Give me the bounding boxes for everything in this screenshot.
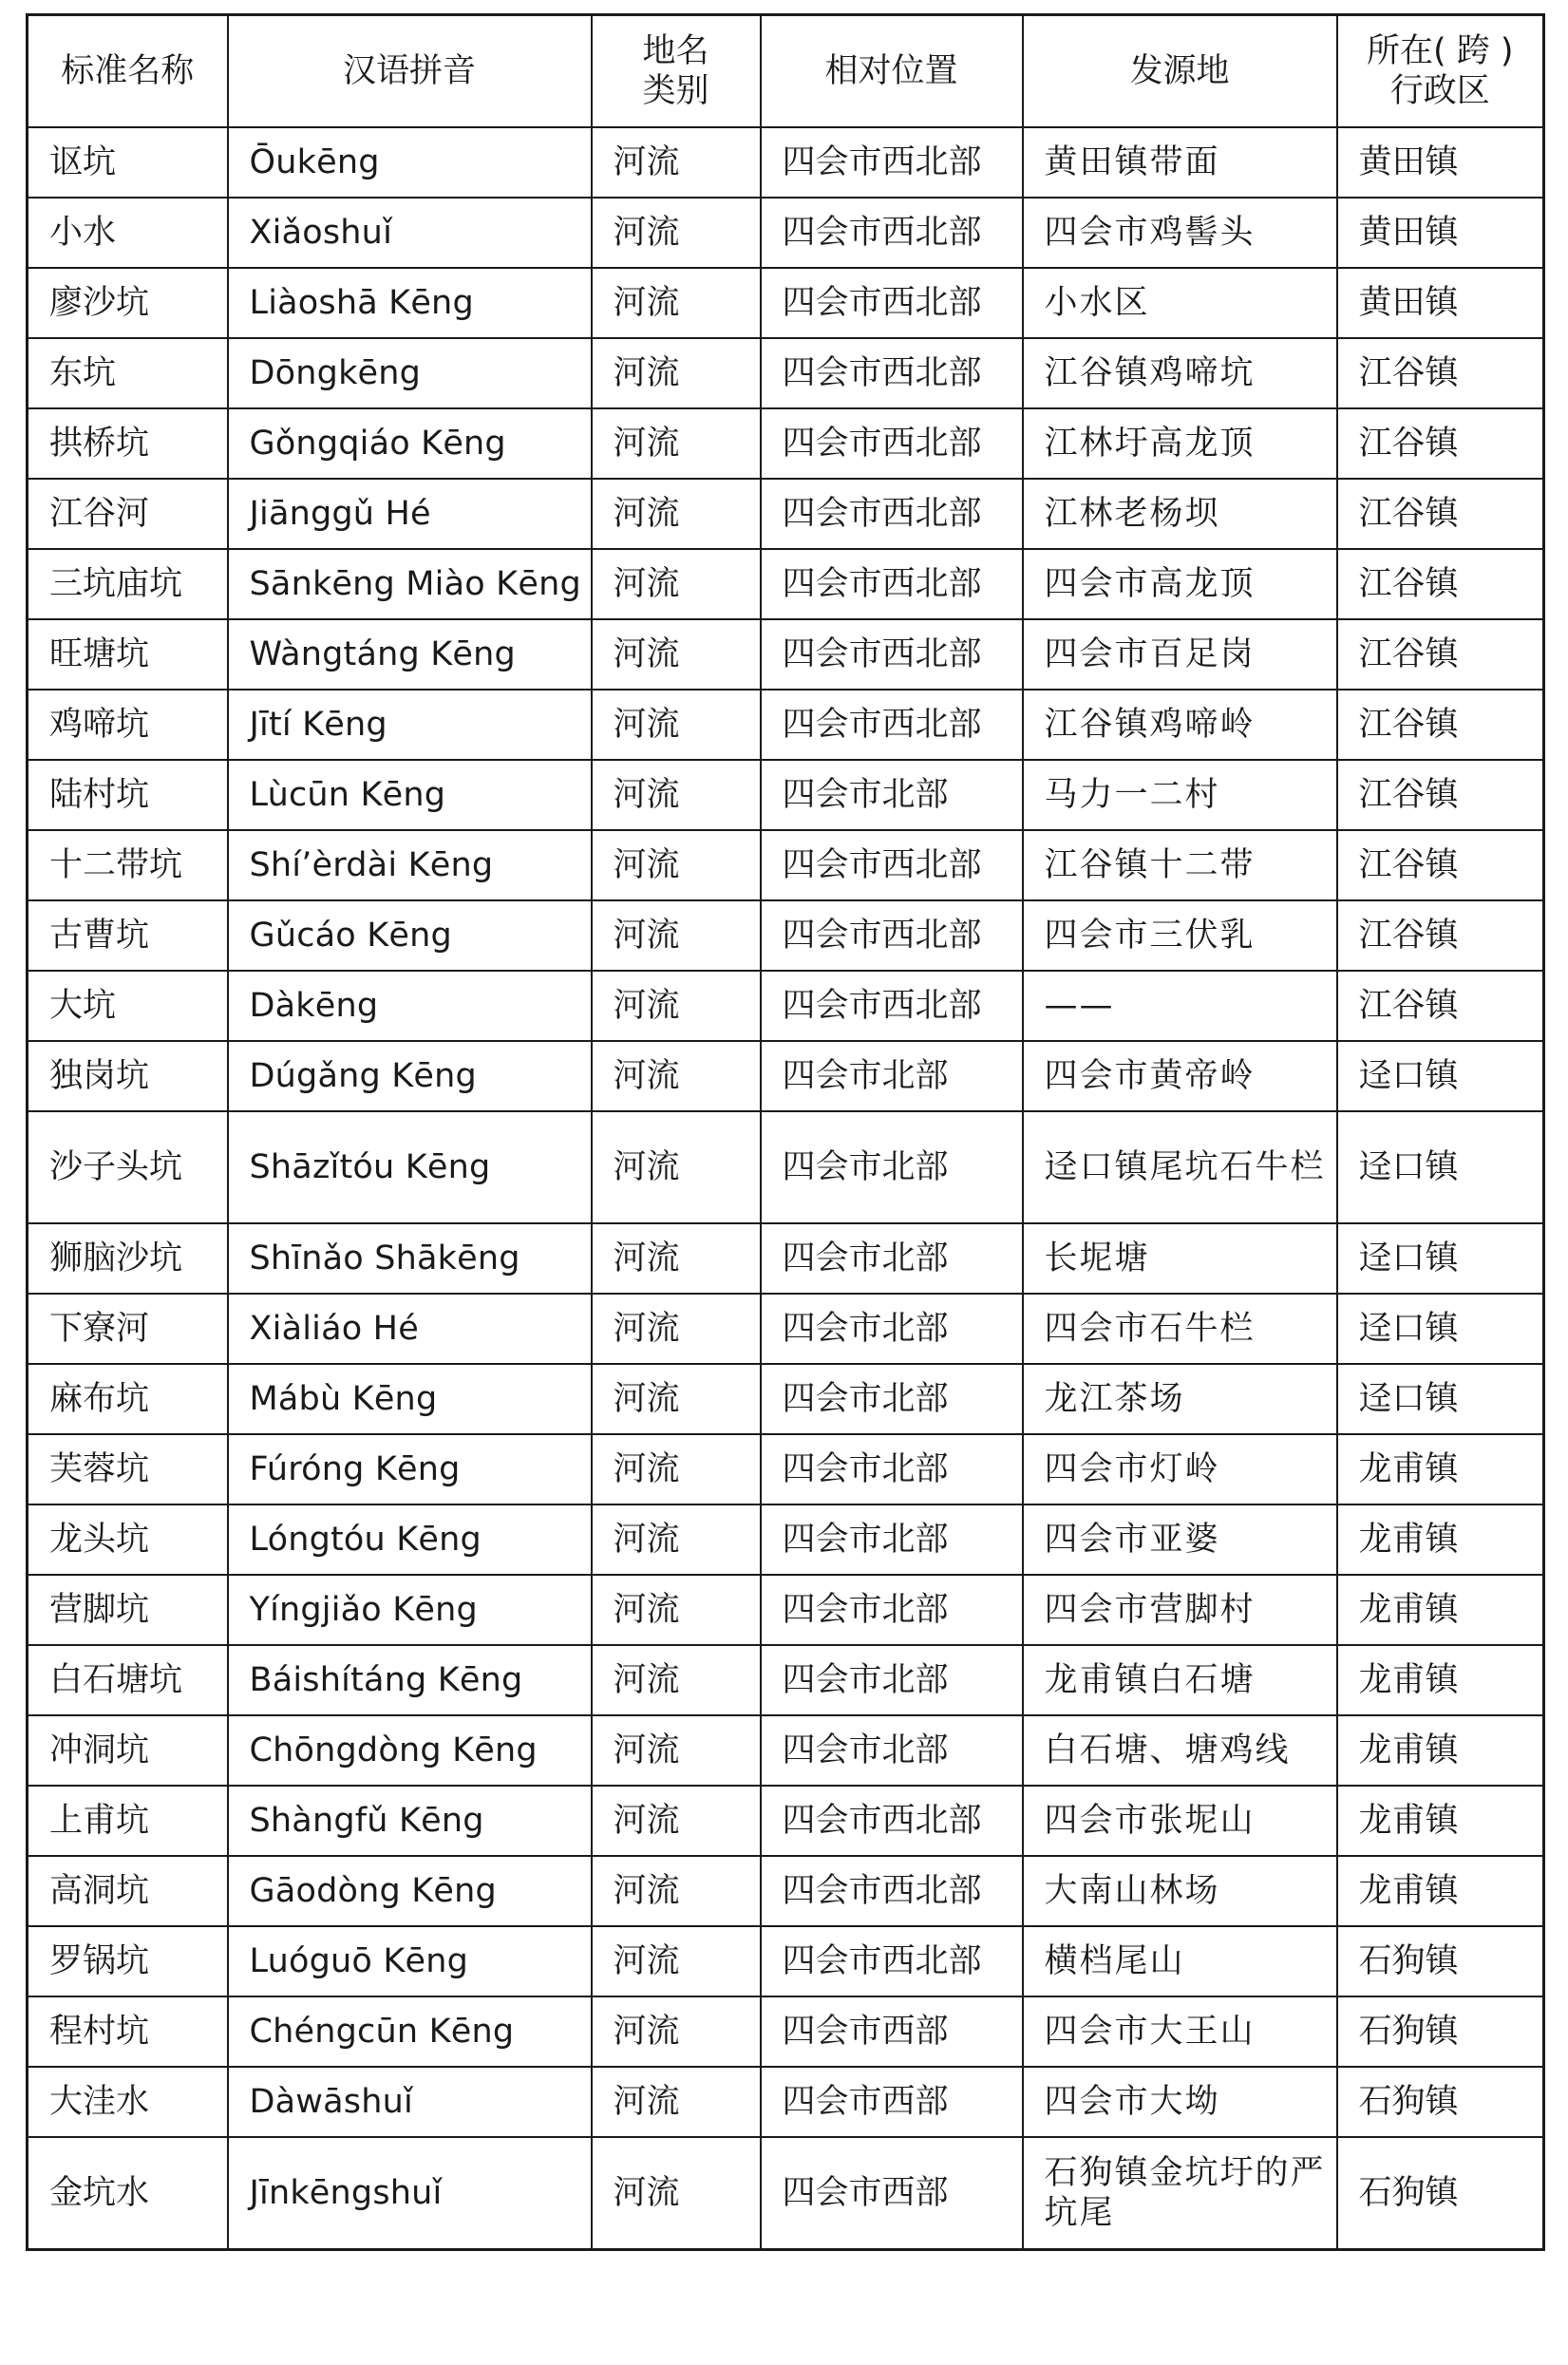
cell-category: 河流 [592,1575,761,1645]
cell-standard-name: 高洞坑 [28,1856,228,1926]
table-row [28,2067,1544,2137]
cell-origin: 龙甫镇白石塘 [1023,1645,1337,1715]
place-name-table [26,13,1545,2251]
cell-standard-name: 沙子头坑 [28,1111,228,1223]
cell-position: 四会市北部 [761,1294,1023,1364]
cell-standard-name: 讴坑 [28,127,228,198]
cell-origin: 小水区 [1023,268,1337,338]
cell-standard-name: 廖沙坑 [28,268,228,338]
cell-pinyin: Shīnǎo Shākēng [228,1223,592,1294]
header-standard-name [28,15,228,128]
cell-category: 河流 [592,268,761,338]
cell-origin: 四会市亚婆 [1023,1504,1337,1575]
cell-position: 四会市北部 [761,1111,1023,1223]
cell-origin: 白石塘、塘鸡线 [1023,1715,1337,1786]
cell-standard-name: 十二带坑 [28,830,228,900]
cell-pinyin: Gǔcáo Kēng [228,900,592,971]
cell-region: 江谷镇 [1337,830,1544,900]
table-row [28,1786,1544,1856]
cell-category: 河流 [592,338,761,408]
cell-pinyin: Chōngdòng Kēng [228,1715,592,1786]
table-row [28,1223,1544,1294]
cell-category: 河流 [592,1294,761,1364]
cell-standard-name: 金坑水 [28,2137,228,2250]
cell-standard-name: 大坑 [28,971,228,1041]
cell-region: 石狗镇 [1337,1926,1544,1996]
table-row [28,268,1544,338]
table-row [28,1111,1544,1223]
cell-region: 龙甫镇 [1337,1575,1544,1645]
cell-origin: 龙江茶场 [1023,1364,1337,1434]
cell-region: 江谷镇 [1337,900,1544,971]
cell-region: 黄田镇 [1337,198,1544,268]
cell-position: 四会市西北部 [761,268,1023,338]
cell-category: 河流 [592,1504,761,1575]
table-row [28,2137,1544,2250]
cell-position: 四会市西北部 [761,971,1023,1041]
cell-pinyin: Jītí Kēng [228,690,592,760]
cell-category: 河流 [592,1223,761,1294]
cell-region: 江谷镇 [1337,619,1544,690]
cell-pinyin: Luóguō Kēng [228,1926,592,1996]
cell-category: 河流 [592,408,761,479]
table-row [28,549,1544,619]
cell-origin: —— [1023,971,1337,1041]
table-row [28,198,1544,268]
cell-origin: 江林老杨坝 [1023,479,1337,549]
cell-region: 迳口镇 [1337,1364,1544,1434]
cell-standard-name: 营脚坑 [28,1575,228,1645]
cell-standard-name: 罗锅坑 [28,1926,228,1996]
cell-category: 河流 [592,1364,761,1434]
cell-position: 四会市西北部 [761,1856,1023,1926]
cell-position: 四会市西北部 [761,900,1023,971]
cell-pinyin: Liàoshā Kēng [228,268,592,338]
cell-position: 四会市西部 [761,1996,1023,2067]
cell-position: 四会市北部 [761,1504,1023,1575]
cell-region: 龙甫镇 [1337,1786,1544,1856]
cell-category: 河流 [592,198,761,268]
cell-category: 河流 [592,2137,761,2250]
header-line: 所在( 跨 ) [1366,32,1514,70]
cell-origin: 长坭塘 [1023,1223,1337,1294]
cell-region: 迳口镇 [1337,1111,1544,1223]
cell-position: 四会市西北部 [761,408,1023,479]
cell-pinyin: Gǒngqiáo Kēng [228,408,592,479]
cell-category: 河流 [592,1926,761,1996]
cell-pinyin: Dàwāshuǐ [228,2067,592,2137]
header-line: 相对位置 [824,52,958,90]
table-row [28,1364,1544,1434]
cell-pinyin: Fúróng Kēng [228,1434,592,1504]
cell-position: 四会市北部 [761,1434,1023,1504]
cell-pinyin: Xiàliáo Hé [228,1294,592,1364]
cell-region: 江谷镇 [1337,760,1544,830]
header-line: 发源地 [1129,52,1230,90]
header-row [28,15,1544,128]
table-row [28,971,1544,1041]
cell-pinyin: Jiānggǔ Hé [228,479,592,549]
table-row [28,1294,1544,1364]
cell-standard-name: 东坑 [28,338,228,408]
cell-standard-name: 拱桥坑 [28,408,228,479]
cell-position: 四会市北部 [761,1645,1023,1715]
cell-region: 龙甫镇 [1337,1434,1544,1504]
cell-region: 石狗镇 [1337,2067,1544,2137]
table-row [28,338,1544,408]
cell-standard-name: 鸡啼坑 [28,690,228,760]
header-category [592,15,761,128]
cell-position: 四会市西北部 [761,1786,1023,1856]
cell-origin: 四会市高龙顶 [1023,549,1337,619]
header-line: 类别 [642,72,709,110]
cell-region: 江谷镇 [1337,549,1544,619]
cell-position: 四会市西北部 [761,1926,1023,1996]
cell-region: 迳口镇 [1337,1223,1544,1294]
cell-category: 河流 [592,127,761,198]
cell-standard-name: 上甫坑 [28,1786,228,1856]
header-line: 地名 [642,32,709,70]
cell-region: 龙甫镇 [1337,1504,1544,1575]
cell-region: 江谷镇 [1337,971,1544,1041]
cell-category: 河流 [592,2067,761,2137]
cell-origin: 石狗镇金坑圩的严坑尾 [1023,2137,1337,2250]
cell-position: 四会市西北部 [761,338,1023,408]
cell-position: 四会市西北部 [761,198,1023,268]
cell-position: 四会市西部 [761,2137,1023,2250]
cell-origin: 江谷镇鸡啼坑 [1023,338,1337,408]
cell-origin: 四会市营脚村 [1023,1575,1337,1645]
cell-region: 龙甫镇 [1337,1856,1544,1926]
table-row [28,760,1544,830]
cell-position: 四会市北部 [761,1223,1023,1294]
cell-category: 河流 [592,971,761,1041]
cell-pinyin: Mábù Kēng [228,1364,592,1434]
cell-pinyin: Dàkēng [228,971,592,1041]
cell-position: 四会市西北部 [761,690,1023,760]
cell-category: 河流 [592,1434,761,1504]
cell-origin: 四会市灯岭 [1023,1434,1337,1504]
cell-standard-name: 三坑庙坑 [28,549,228,619]
cell-pinyin: Yíngjiǎo Kēng [228,1575,592,1645]
cell-pinyin: Shí’èrdài Kēng [228,830,592,900]
cell-pinyin: Gāodòng Kēng [228,1856,592,1926]
cell-standard-name: 古曹坑 [28,900,228,971]
cell-position: 四会市北部 [761,1715,1023,1786]
cell-region: 江谷镇 [1337,408,1544,479]
header-pinyin [228,15,592,128]
cell-origin: 马力一二村 [1023,760,1337,830]
cell-category: 河流 [592,830,761,900]
table-row [28,479,1544,549]
cell-standard-name: 陆村坑 [28,760,228,830]
cell-origin: 黄田镇带面 [1023,127,1337,198]
cell-origin: 四会市黄帝岭 [1023,1041,1337,1111]
table-row [28,408,1544,479]
cell-region: 石狗镇 [1337,2137,1544,2250]
cell-category: 河流 [592,1786,761,1856]
cell-region: 黄田镇 [1337,268,1544,338]
cell-standard-name: 冲洞坑 [28,1715,228,1786]
cell-origin: 江谷镇鸡啼岭 [1023,690,1337,760]
cell-pinyin: Báishítáng Kēng [228,1645,592,1715]
cell-origin: 四会市大坳 [1023,2067,1337,2137]
cell-position: 四会市北部 [761,760,1023,830]
cell-origin: 四会市鸡髻头 [1023,198,1337,268]
cell-category: 河流 [592,549,761,619]
cell-pinyin: Shàngfǔ Kēng [228,1786,592,1856]
cell-pinyin: Dúgǎng Kēng [228,1041,592,1111]
cell-standard-name: 程村坑 [28,1996,228,2067]
cell-category: 河流 [592,760,761,830]
cell-category: 河流 [592,1041,761,1111]
cell-standard-name: 狮脑沙坑 [28,1223,228,1294]
header-position [761,15,1023,128]
cell-pinyin: Jīnkēngshuǐ [228,2137,592,2250]
cell-region: 黄田镇 [1337,127,1544,198]
cell-standard-name: 芙蓉坑 [28,1434,228,1504]
cell-region: 石狗镇 [1337,1996,1544,2067]
header-line: 行政区 [1389,72,1490,110]
cell-category: 河流 [592,690,761,760]
table-row [28,127,1544,198]
cell-standard-name: 江谷河 [28,479,228,549]
table-row [28,830,1544,900]
cell-pinyin: Sānkēng Miào Kēng [228,549,592,619]
cell-position: 四会市西北部 [761,619,1023,690]
cell-position: 四会市西北部 [761,127,1023,198]
cell-pinyin: Lóngtóu Kēng [228,1504,592,1575]
cell-region: 江谷镇 [1337,338,1544,408]
table-row [28,1575,1544,1645]
cell-position: 四会市北部 [761,1575,1023,1645]
cell-origin: 四会市三伏乳 [1023,900,1337,971]
table-row [28,690,1544,760]
cell-position: 四会市西北部 [761,830,1023,900]
cell-category: 河流 [592,1715,761,1786]
cell-position: 四会市西部 [761,2067,1023,2137]
cell-pinyin: Lùcūn Kēng [228,760,592,830]
cell-category: 河流 [592,1996,761,2067]
cell-pinyin: Dōngkēng [228,338,592,408]
cell-standard-name: 白石塘坑 [28,1645,228,1715]
cell-pinyin: Wàngtáng Kēng [228,619,592,690]
cell-origin: 江林圩高龙顶 [1023,408,1337,479]
cell-origin: 横档尾山 [1023,1926,1337,1996]
cell-standard-name: 麻布坑 [28,1364,228,1434]
table-row [28,1504,1544,1575]
cell-category: 河流 [592,479,761,549]
cell-standard-name: 龙头坑 [28,1504,228,1575]
cell-category: 河流 [592,1856,761,1926]
header-region [1337,15,1544,128]
cell-category: 河流 [592,619,761,690]
table-row [28,619,1544,690]
header-origin [1023,15,1337,128]
cell-region: 龙甫镇 [1337,1645,1544,1715]
cell-origin: 江谷镇十二带 [1023,830,1337,900]
cell-origin: 四会市百足岗 [1023,619,1337,690]
cell-pinyin: Shāzǐtóu Kēng [228,1111,592,1223]
cell-origin: 四会市大王山 [1023,1996,1337,2067]
cell-origin: 四会市石牛栏 [1023,1294,1337,1364]
table-row [28,1715,1544,1786]
table-row [28,1856,1544,1926]
cell-category: 河流 [592,1645,761,1715]
cell-category: 河流 [592,1111,761,1223]
cell-origin: 大南山林场 [1023,1856,1337,1926]
table-body [28,127,1544,2250]
cell-category: 河流 [592,900,761,971]
cell-pinyin: Xiǎoshuǐ [228,198,592,268]
cell-standard-name: 大洼水 [28,2067,228,2137]
cell-position: 四会市西北部 [761,479,1023,549]
cell-standard-name: 下寮河 [28,1294,228,1364]
table-row [28,1434,1544,1504]
cell-region: 江谷镇 [1337,690,1544,760]
cell-standard-name: 独岗坑 [28,1041,228,1111]
cell-pinyin: Chéngcūn Kēng [228,1996,592,2067]
table-row [28,1041,1544,1111]
cell-region: 迳口镇 [1337,1041,1544,1111]
cell-standard-name: 旺塘坑 [28,619,228,690]
cell-standard-name: 小水 [28,198,228,268]
table-row [28,1996,1544,2067]
cell-position: 四会市北部 [761,1364,1023,1434]
cell-origin: 迳口镇尾坑石牛栏 [1023,1111,1337,1223]
cell-pinyin: Ōukēng [228,127,592,198]
header-line: 汉语拼音 [342,52,476,90]
cell-region: 龙甫镇 [1337,1715,1544,1786]
table-row [28,1926,1544,1996]
cell-region: 迳口镇 [1337,1294,1544,1364]
header-line: 标准名称 [61,52,195,90]
cell-origin: 四会市张坭山 [1023,1786,1337,1856]
table-row [28,1645,1544,1715]
cell-position: 四会市北部 [761,1041,1023,1111]
table-row [28,900,1544,971]
cell-position: 四会市西北部 [761,549,1023,619]
cell-region: 江谷镇 [1337,479,1544,549]
